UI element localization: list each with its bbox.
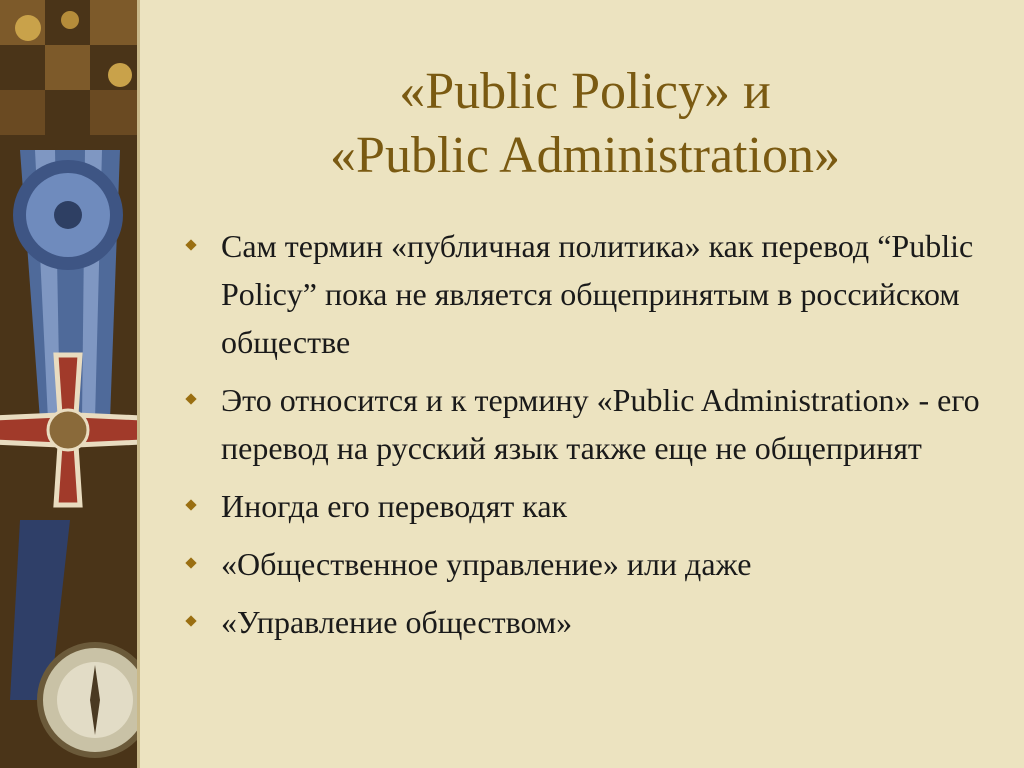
bullet-text: «Управление обществом» bbox=[221, 604, 573, 640]
title-line-2: «Public Administration» bbox=[330, 127, 840, 184]
diamond-bullet-icon bbox=[185, 499, 197, 511]
medal-illustration bbox=[0, 0, 137, 768]
side-divider bbox=[137, 0, 140, 768]
bullet-item bbox=[183, 222, 1013, 366]
bullet-list bbox=[183, 222, 1013, 656]
bullet-item bbox=[183, 376, 1013, 472]
diamond-bullet-icon bbox=[185, 393, 197, 405]
bullet-item bbox=[183, 540, 1013, 588]
title-line-1: «Public Policy» и bbox=[399, 63, 771, 120]
diamond-bullet-icon bbox=[185, 557, 197, 569]
bullet-item bbox=[183, 598, 1013, 646]
decorative-medal-image bbox=[0, 0, 137, 768]
diamond-bullet-icon bbox=[185, 615, 197, 627]
bullet-text: Сам термин «публичная политика» как перевод “Public Policy” пока не является общепринятым в российском обществе bbox=[221, 228, 974, 360]
bullet-item bbox=[183, 482, 1013, 530]
diamond-bullet-icon bbox=[185, 239, 197, 251]
bullet-text: «Общественное управление» или даже bbox=[221, 546, 752, 582]
bullet-text: Иногда его переводят как bbox=[221, 488, 568, 524]
slide-title bbox=[160, 60, 1010, 188]
bullet-text: Это относится и к термину «Public Administration» - его перевод на русский язык также еще не общепринят bbox=[221, 382, 980, 466]
